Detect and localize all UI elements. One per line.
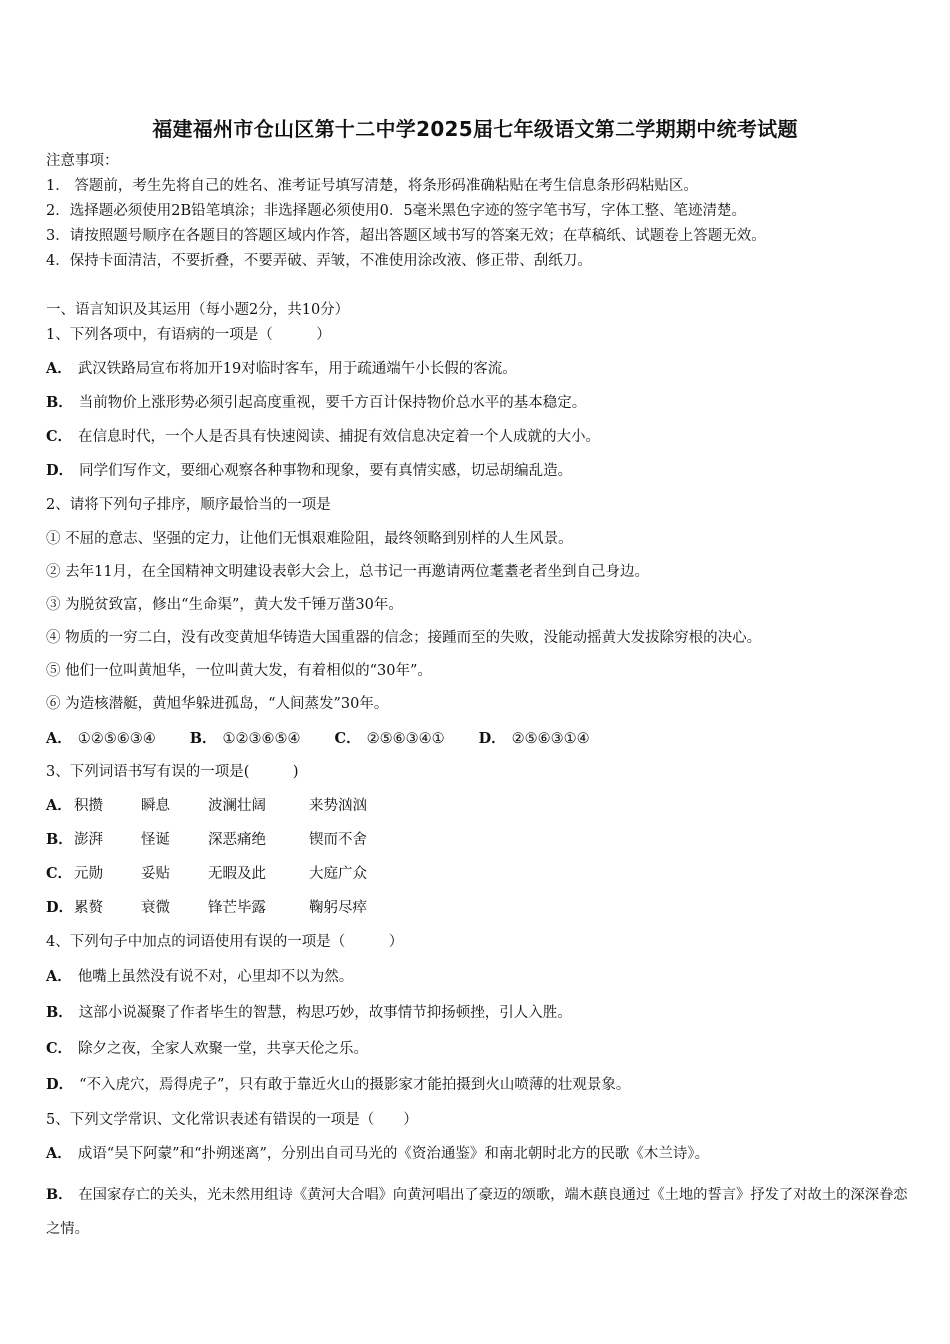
word: 怪诞 bbox=[141, 832, 170, 848]
option-text: ②⑤⑥③④① bbox=[366, 731, 445, 747]
option-letter: D． bbox=[46, 1076, 74, 1093]
question-stem: 3、下列词语书写有误的一项是( ) bbox=[46, 764, 299, 780]
option-item bbox=[46, 1075, 910, 1095]
page-title: 福建福州市仓山区第十二中学2025届七年级语文第二学期期中统考试题 bbox=[152, 117, 798, 141]
option-text: 这部小说凝聚了作者毕生的智慧，构思巧妙，故事情节抑扬顿挫，引人入胜。 bbox=[78, 1005, 572, 1021]
option-letter: B． bbox=[189, 730, 217, 747]
option-letter: A． bbox=[46, 360, 72, 377]
sentence-item: ① 不屈的意志、坚强的定力，让他们无惧艰难险阻，最终领略到别样的人生风景。 bbox=[46, 531, 573, 547]
notice-item: 1． 答题前，考生先将自己的姓名、准考证号填写清楚，将条形码准确粘贴在考生信息条形码粘贴区。 bbox=[46, 178, 698, 194]
word: 波澜壮阔 bbox=[208, 798, 266, 814]
sentence-item: ⑥ 为造核潜艇，黄旭华躲进孤岛，“人间蒸发”30年。 bbox=[46, 696, 389, 712]
word: 大庭广众 bbox=[309, 866, 367, 882]
choice-item bbox=[46, 729, 156, 749]
word: 锲而不舍 bbox=[309, 832, 367, 848]
option-text: 在国家存亡的关头，光未然用组诗《黄河大合唱》向黄河唱出了豪迈的颂歌，端木蕻良通过《土地的誓言》抒发了对故土的深深眷恋之情。 bbox=[46, 1187, 908, 1237]
option-letter: C． bbox=[46, 428, 73, 445]
option-item bbox=[46, 1003, 910, 1023]
choice-item bbox=[479, 729, 590, 749]
word: 深恶痛绝 bbox=[208, 832, 266, 848]
question-stem: 5、下列文学常识、文化常识表述有错误的一项是（ ） bbox=[46, 1112, 418, 1128]
option-item bbox=[46, 427, 910, 447]
option-letter: D． bbox=[46, 462, 74, 479]
option-letter: B． bbox=[46, 1004, 73, 1021]
word-row bbox=[46, 796, 910, 816]
notice-item: 4．保持卡面清洁，不要折叠，不要弄破、弄皱，不准使用涂改液、修正带、刮纸刀。 bbox=[46, 253, 592, 269]
word: 积攒 bbox=[74, 798, 103, 814]
word-row bbox=[46, 898, 910, 918]
word: 澎湃 bbox=[74, 832, 103, 848]
notice-item: 3．请按照题号顺序在各题目的答题区域内作答，超出答题区域书写的答案无效；在草稿纸、试题卷上答题无效。 bbox=[46, 228, 766, 244]
word: 鞠躬尽瘁 bbox=[309, 900, 367, 916]
sentence-item: ④ 物质的一穷二白，没有改变黄旭华铸造大国重器的信念；接踵而至的失败，没能动摇黄大发拔除穷根的决心。 bbox=[46, 630, 762, 646]
option-letter: A． bbox=[46, 1145, 72, 1162]
word: 妥贴 bbox=[141, 866, 170, 882]
word-row bbox=[46, 830, 910, 850]
option-letter: A． bbox=[46, 797, 72, 814]
option-text: 在信息时代，一个人是否具有快速阅读、捕捉有效信息决定着一个人成就的大小。 bbox=[78, 429, 601, 445]
option-letter: B． bbox=[46, 394, 73, 411]
option-letter: C． bbox=[46, 865, 73, 882]
option-text: 同学们写作文，要细心观察各种事物和现象，要有真情实感，切忌胡编乱造。 bbox=[79, 463, 573, 479]
option-item bbox=[46, 967, 910, 987]
choice-item bbox=[335, 729, 445, 749]
option-letter: B． bbox=[46, 831, 73, 848]
option-item bbox=[46, 461, 910, 481]
option-item bbox=[46, 359, 910, 379]
option-text: 除夕之夜，全家人欢聚一堂，共享天伦之乐。 bbox=[78, 1041, 369, 1057]
option-text: ②⑤⑥③①④ bbox=[511, 731, 590, 747]
option-text: “不入虎穴，焉得虎子”，只有敢于靠近火山的摄影家才能拍摄到火山喷薄的壮观景象。 bbox=[79, 1077, 631, 1093]
option-text: 武汉铁路局宣布将加开19对临时客车，用于疏通端午小长假的客流。 bbox=[77, 361, 517, 377]
word: 衰微 bbox=[141, 900, 170, 916]
word-row bbox=[46, 864, 910, 884]
option-text: 成语“吴下阿蒙”和“扑朔迷离”，分别出自司马光的《资治通鉴》和南北朝时北方的民歌《木兰诗》。 bbox=[77, 1146, 710, 1162]
question-stem: 1、下列各项中，有语病的一项是（ ） bbox=[46, 327, 331, 343]
sentence-item: ⑤ 他们一位叫黄旭华，一位叫黄大发，有着相似的“30年”。 bbox=[46, 663, 432, 679]
option-letter: D． bbox=[478, 730, 506, 747]
sentence-item: ② 去年11月，在全国精神文明建设表彰大会上，总书记一再邀请两位耄耋老者坐到自己身边。 bbox=[46, 564, 650, 580]
notice-item: 2．选择题必须使用2B铅笔填涂；非选择题必须使用0．5毫米黑色字迹的签字笔书写，字体工整、笔迹清楚。 bbox=[46, 203, 747, 219]
option-letter: A． bbox=[46, 730, 72, 747]
option-letter: D． bbox=[46, 899, 74, 916]
option-item bbox=[46, 1178, 910, 1246]
choice-item bbox=[190, 729, 301, 749]
section-heading: 一、语言知识及其运用（每小题2分，共10分） bbox=[46, 302, 350, 318]
word: 累赘 bbox=[74, 900, 103, 916]
option-text: ①②⑤⑥③④ bbox=[77, 731, 156, 747]
option-item bbox=[46, 1144, 910, 1164]
option-letter: A． bbox=[46, 968, 72, 985]
option-text: ①②③⑥⑤④ bbox=[222, 731, 301, 747]
option-item bbox=[46, 393, 910, 413]
option-letter: C． bbox=[334, 730, 361, 747]
option-letter: B． bbox=[46, 1187, 73, 1203]
question-stem: 2、请将下列句子排序，顺序最恰当的一项是 bbox=[46, 497, 331, 513]
option-letter: C． bbox=[46, 1040, 73, 1057]
word: 元勋 bbox=[74, 866, 103, 882]
word: 来势汹汹 bbox=[309, 798, 367, 814]
notice-heading: 注意事项： bbox=[46, 153, 119, 169]
word: 瞬息 bbox=[141, 798, 170, 814]
option-text: 他嘴上虽然没有说不对，心里却不以为然。 bbox=[77, 969, 354, 985]
word: 无暇及此 bbox=[208, 866, 266, 882]
choice-row bbox=[46, 729, 910, 749]
option-text: 当前物价上涨形势必须引起高度重视，要千方百计保持物价总水平的基本稳定。 bbox=[78, 395, 587, 411]
option-item bbox=[46, 1039, 910, 1059]
sentence-item: ③ 为脱贫致富，修出“生命渠”，黄大发千锤万凿30年。 bbox=[46, 597, 403, 613]
word: 锋芒毕露 bbox=[208, 900, 266, 916]
question-stem: 4、下列句子中加点的词语使用有误的一项是（ ） bbox=[46, 934, 404, 950]
